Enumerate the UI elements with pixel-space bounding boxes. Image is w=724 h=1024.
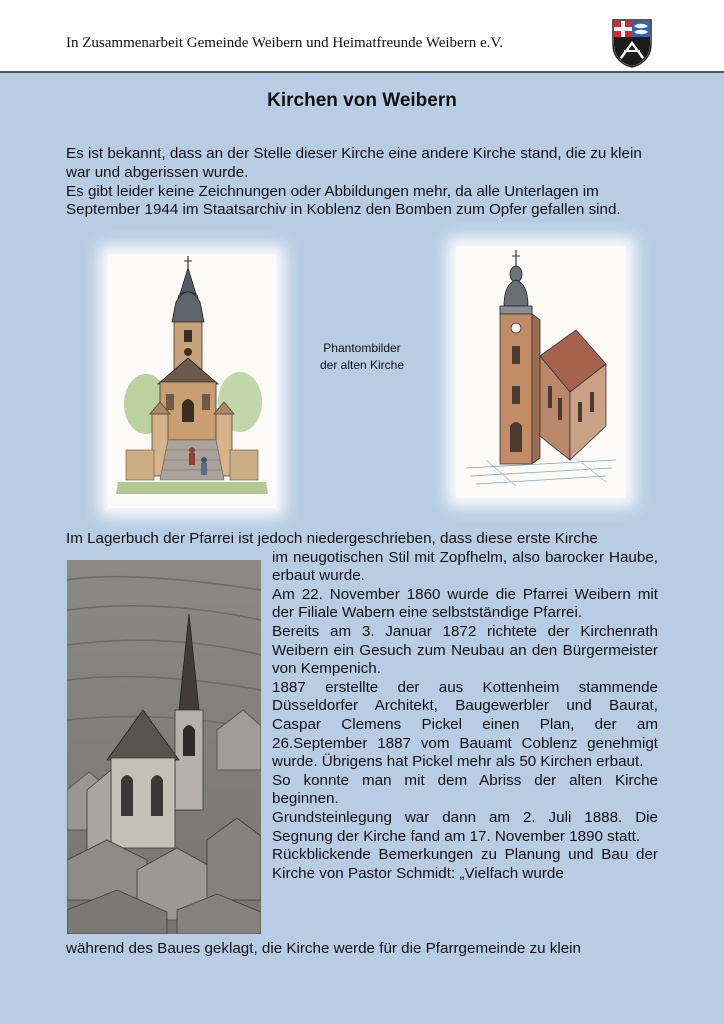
body-paragraph: Am 22. November 1860 wurde die Pfarrei Weibern mit der Filiale Wabern eine selbstständige Pfarrei. bbox=[272, 585, 658, 622]
intro-paragraph: Es ist bekannt, dass an der Stelle dieser Kirche eine andere Kirche stand, die zu klein war und abgerissen wurde. bbox=[66, 145, 642, 181]
body-paragraph: 1887 erstellte der aus Kottenheim stammende Düsseldorfer Architekt, Baugewerbler und Baurat, Caspar Clemens Pickel einen Plan, der am 26.September 1887 vom Bauamt Coblenz genehmigt wurde. Übrigens hat Pickel mehr als 50 Kirchen erbaut. bbox=[272, 678, 658, 771]
historic-church-photo bbox=[67, 560, 261, 934]
image-caption bbox=[300, 340, 424, 374]
body-paragraph: Bereits am 3. Januar 1872 richtete der Kirchenrath Weibern ein Gesuch zum Neubau an den Bürgermeister von Kempenich. bbox=[272, 622, 658, 678]
body-paragraph: Grundsteinlegung war dann am 2. Juli 1888. Die Segnung der Kirche fand am 17. November 1890 statt. bbox=[272, 808, 658, 845]
header-text: In Zusammenarbeit Gemeinde Weibern und Heimatfreunde Weibern e.V. bbox=[66, 35, 504, 51]
coat-of-arms-logo bbox=[611, 18, 653, 68]
body-paragraph: So konnte man mit dem Abriss der alten Kirche beginnen. bbox=[272, 771, 658, 808]
body-last-line: während des Baues geklagt, die Kirche werde für die Pfarrgemeinde zu klein bbox=[66, 939, 581, 957]
body-paragraph: im neugotischen Stil mit Zopfhelm, also barocker Haube, erbaut wurde. bbox=[272, 548, 658, 585]
caption-line: der alten Kirche bbox=[319, 358, 405, 372]
body-paragraph: Rückblickende Bemerkungen zu Planung und Bau der Kirche von Pastor Schmidt: „Vielfach wurde bbox=[272, 846, 658, 882]
old-church-drawing-front bbox=[108, 254, 276, 508]
intro-text bbox=[66, 145, 658, 220]
caption-line: Phantombilder bbox=[323, 341, 401, 355]
body-column bbox=[272, 549, 658, 884]
page-title: Kirchen von Weibern bbox=[267, 90, 457, 111]
intro-paragraph: Es gibt leider keine Zeichnungen oder Abbildungen mehr, da alle Unterlagen im September 1944 im Staatsarchiv in Koblenz den Bomben zum Opfer gefallen sind. bbox=[66, 182, 621, 219]
old-church-drawing-perspective bbox=[456, 246, 626, 498]
page-header bbox=[0, 0, 724, 73]
body-first-line: Im Lagerbuch der Pfarrei ist jedoch niedergeschrieben, dass diese erste Kirche bbox=[66, 530, 598, 547]
